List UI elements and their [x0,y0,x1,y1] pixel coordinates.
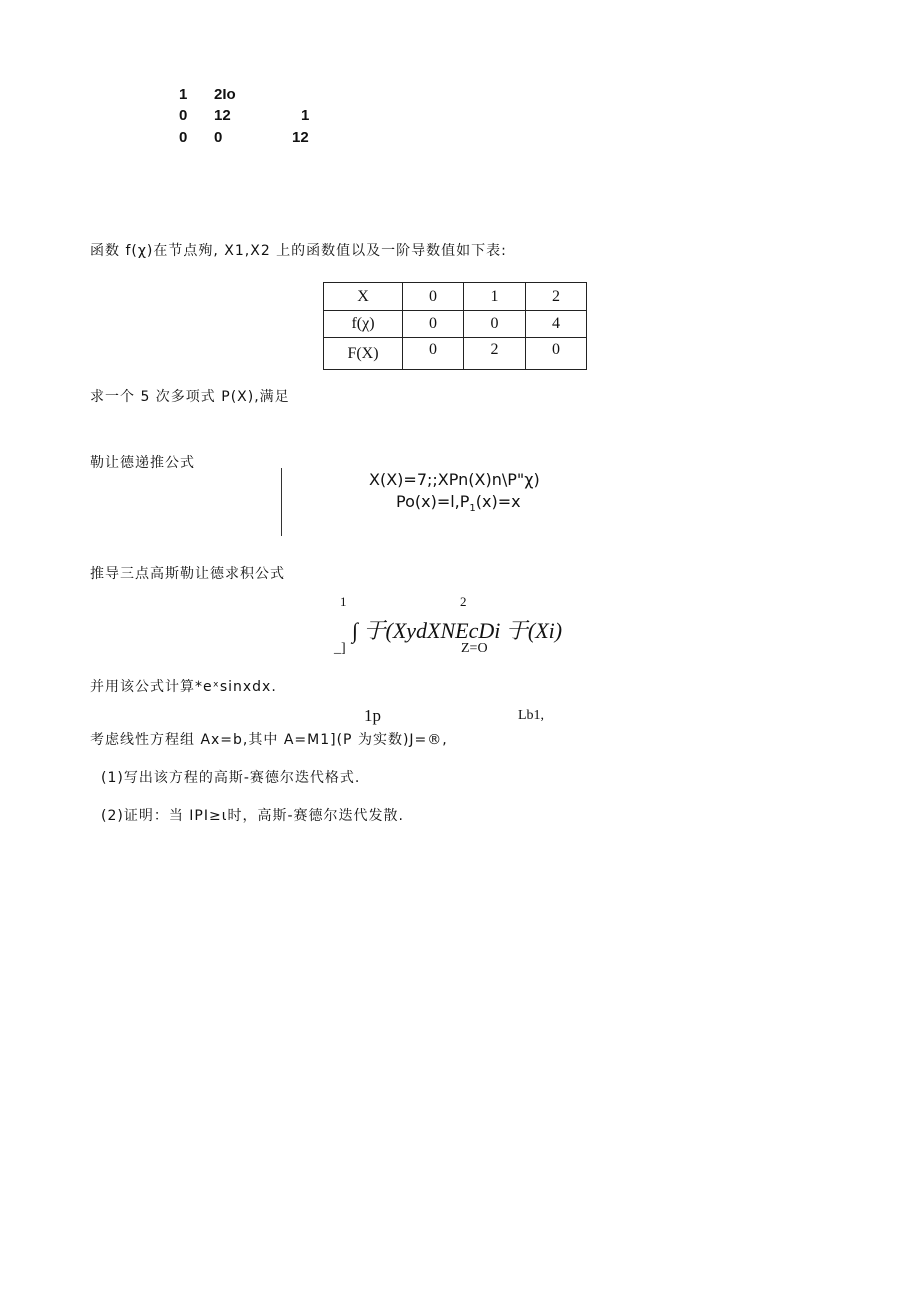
matrix-cell: 2Io [214,86,236,103]
matrix-cell: 1 [179,86,188,103]
table-cell: 0 [403,283,464,311]
formula-subscript: 1 [469,503,476,515]
gauss-quadrature-formula: ∫ 于(XydXNEcDi 于(Xi) [352,618,563,643]
matrix-cell: 0 [179,107,188,124]
table-cell: 2 [526,283,587,311]
matrix-superscript: 1p [364,706,381,725]
problem4-part1: (1)写出该方程的高斯-赛德尔迭代格式. [101,770,361,786]
problem2-heading: 勒让德递推公式 [90,455,195,471]
integral-lower-limit: _] [334,641,346,656]
problem4-part2: (2)证明：当 IPI≥ι时，高斯-赛德尔迭代发散. [101,808,404,824]
table-cell: 0 [526,338,587,370]
matrix-cell: 12 [292,129,309,146]
problem1-intro: 函数 f(χ)在节点殉, X1,X2 上的函数值以及一阶导数值如下表: [90,243,507,259]
vertical-rule [281,468,282,536]
table-cell: 2 [464,338,526,370]
matrix-cell: 0 [214,129,223,146]
legendre-initial-conditions [396,492,521,514]
table-cell: 1 [464,283,526,311]
problem3-compute: 并用该公式计算*eˣsinxdx. [90,679,277,695]
formula-text: Po(x)=l,P [396,492,470,511]
problem1-ask: 求一个 5 次多项式 P(X),满足 [90,389,290,405]
matrix-cell: 0 [179,129,188,146]
vector-superscript: Lb1, [518,708,545,723]
function-value-table [323,282,587,370]
matrix-cell: 1 [301,107,310,124]
sum-lower-index: Z=O [461,641,488,656]
table-cell: 0 [464,311,526,338]
formula-text: (x)=x [475,492,521,511]
integral-upper-limit: 1 [340,594,347,609]
problem3-heading: 推导三点高斯勒让德求积公式 [90,566,285,582]
problem4-statement: 考虑线性方程组 Ax=b,其中 A=M1](P 为实数)J=®, [90,732,448,748]
table-cell: f(χ) [324,311,403,338]
table-cell: X [324,283,403,311]
table-cell: 0 [403,338,464,370]
table-cell: 0 [403,311,464,338]
table-cell: 4 [526,311,587,338]
sum-upper-limit: 2 [460,594,467,609]
table-cell: F(X) [324,338,403,370]
matrix-cell: 12 [214,107,231,124]
legendre-recurrence-formula: X(X)=7;;XPn(X)n\P"χ) [369,470,540,489]
